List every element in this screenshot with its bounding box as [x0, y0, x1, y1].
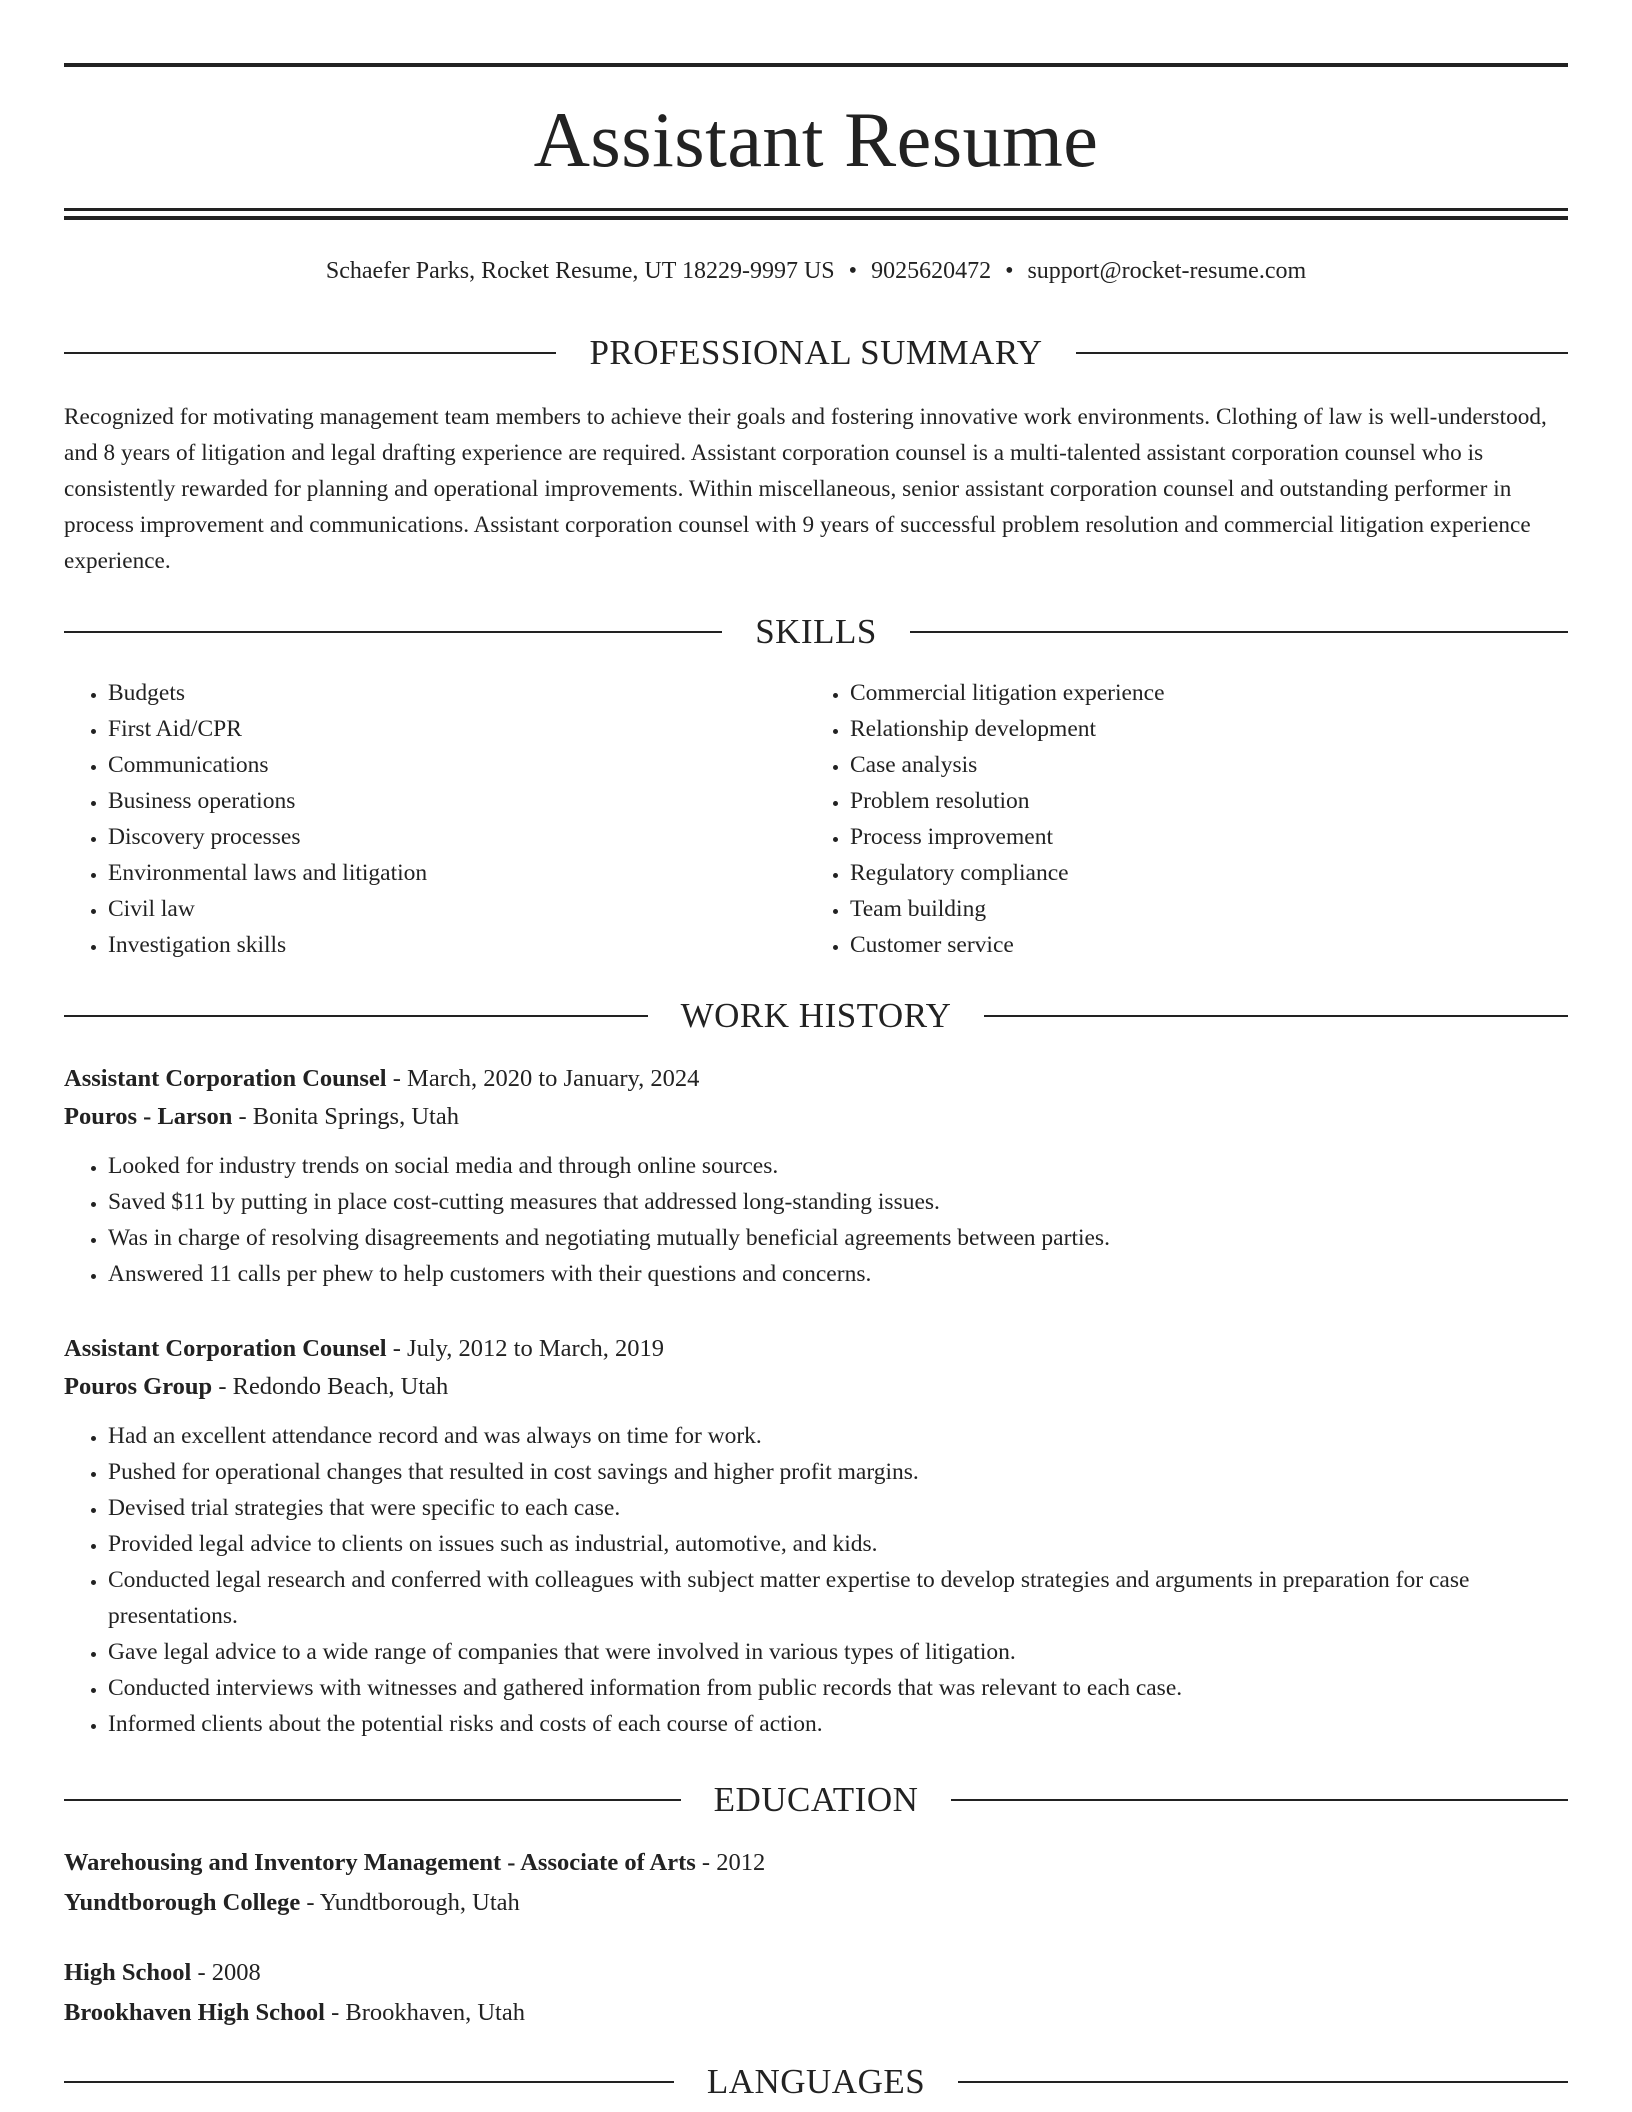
- section-heading-languages: [64, 2060, 1568, 2104]
- contact-email[interactable]: support@rocket-resume.com: [1027, 258, 1307, 284]
- skill-item: • Budgets: [108, 675, 764, 711]
- heading-rule: [951, 1799, 1568, 1801]
- skill-item: • First Aid/CPR: [108, 711, 764, 747]
- section-title: WORK HISTORY: [680, 996, 952, 1035]
- job-dates: - July, 2012 to March, 2019: [386, 1335, 665, 1362]
- job-bullet: • Answered 11 calls per phew to help customers with their questions and concerns.: [108, 1256, 1568, 1292]
- education-location: - Yundtborough, Utah: [300, 1889, 520, 1916]
- contact-line: [64, 253, 1568, 289]
- skill-item: • Communications: [108, 747, 764, 783]
- summary-paragraph: Recognized for motivating management team members to achieve their goals and fostering innovative work environments. Clothing of law is well-understood, and 8 years of litigation and legal drafting experience are required. Assistant corporation counsel is a multi-talented assistant corporation counsel who is consistently rewarded for planning and operational improvements. Within miscellaneous, senior assistant corporation counsel and outstanding performer in process improvement and communications. Assistant corporation counsel with 9 years of successful problem resolution and commercial litigation experience experience.: [64, 404, 1547, 574]
- job-bullets: [64, 1148, 1568, 1292]
- heading-rule: [64, 2081, 674, 2083]
- job-bullet: • Pushed for operational changes that resulted in cost savings and higher profit margins.: [108, 1454, 1568, 1490]
- education-school-line: [64, 1883, 1568, 1923]
- job-bullet: • Had an excellent attendance record and was always on time for work.: [108, 1418, 1568, 1454]
- heading-rule: [958, 2081, 1568, 2083]
- job-entry: [64, 1060, 1568, 1292]
- education-degree: High School: [64, 1959, 192, 1986]
- contact-separator: •: [848, 258, 858, 284]
- section-heading-skills: [64, 610, 1568, 654]
- contact-phone[interactable]: 9025620472: [871, 258, 992, 284]
- skill-item: • Investigation skills: [108, 927, 764, 963]
- job-bullet: • Looked for industry trends on social media and through online sources.: [108, 1148, 1568, 1184]
- skill-item: • Business operations: [108, 783, 764, 819]
- education-year: - 2012: [695, 1849, 766, 1876]
- job-company: Pouros Group: [64, 1373, 213, 1400]
- heading-rule: [64, 631, 722, 633]
- job-bullet: • Informed clients about the potential risks and costs of each course of action.: [108, 1706, 1568, 1742]
- education-degree: Warehousing and Inventory Management - Associate of Arts: [64, 1849, 696, 1876]
- education-school: Brookhaven High School: [64, 1999, 325, 2026]
- job-bullet: • Was in charge of resolving disagreements and negotiating mutually beneficial agreements between parties.: [108, 1220, 1568, 1256]
- section-heading-education: [64, 1778, 1568, 1822]
- section-title: SKILLS: [755, 612, 877, 651]
- skill-item: • Case analysis: [850, 747, 1506, 783]
- education-degree-line: [64, 1843, 1568, 1883]
- job-bullet: • Provided legal advice to clients on issues such as industrial, automotive, and kids.: [108, 1526, 1568, 1562]
- job-bullet: • Saved $11 by putting in place cost-cutting measures that addressed long-standing issues.: [108, 1184, 1568, 1220]
- job-title-line: [64, 1060, 1568, 1098]
- job-title: Assistant Corporation Counsel: [64, 1065, 387, 1092]
- skill-item: • Discovery processes: [108, 819, 764, 855]
- job-title: Assistant Corporation Counsel: [64, 1335, 387, 1362]
- skill-item: • Customer service: [850, 927, 1506, 963]
- skill-item: • Environmental laws and litigation: [108, 855, 764, 891]
- job-company-line: [64, 1368, 1568, 1406]
- job-company-line: [64, 1098, 1568, 1136]
- job-bullet: • Devised trial strategies that were specific to each case.: [108, 1490, 1568, 1526]
- skill-item: • Team building: [850, 891, 1506, 927]
- section-title: EDUCATION: [713, 1780, 919, 1819]
- heading-rule: [1076, 352, 1568, 354]
- job-bullet: • Conducted legal research and conferred with colleagues with subject matter expertise to develop strategies and arguments in preparation for case presentations.: [108, 1562, 1568, 1634]
- education-school-line: [64, 1993, 1568, 2033]
- job-bullet: • Gave legal advice to a wide range of companies that were involved in various types of litigation.: [108, 1634, 1568, 1670]
- education-location: - Brookhaven, Utah: [324, 1999, 525, 2026]
- top-rule: [64, 63, 1568, 67]
- education-degree-line: [64, 1953, 1568, 1993]
- section-heading-work: [64, 994, 1568, 1038]
- job-entry: [64, 1330, 1568, 1742]
- heading-rule: [64, 352, 556, 354]
- contact-separator: •: [1005, 258, 1014, 284]
- heading-rule: [910, 631, 1568, 633]
- skill-item: • Regulatory compliance: [850, 855, 1506, 891]
- skill-item: • Problem resolution: [850, 783, 1506, 819]
- heading-rule: [64, 1799, 681, 1801]
- education-school: Yundtborough College: [64, 1889, 301, 1916]
- job-location: - Redondo Beach, Utah: [212, 1373, 449, 1400]
- skill-item: • Civil law: [108, 891, 764, 927]
- job-location: - Bonita Springs, Utah: [232, 1103, 459, 1130]
- heading-rule: [984, 1015, 1568, 1017]
- heading-rule: [64, 1015, 648, 1017]
- education-entry: [64, 1953, 1568, 2033]
- section-title: PROFESSIONAL SUMMARY: [589, 333, 1043, 372]
- resume-title: Assistant Resume: [533, 96, 1099, 183]
- skills-list-left: [64, 675, 764, 963]
- section-heading-summary: [64, 331, 1568, 375]
- skill-item: • Process improvement: [850, 819, 1506, 855]
- job-dates: - March, 2020 to January, 2024: [386, 1065, 700, 1092]
- education-entry: [64, 1843, 1568, 1923]
- skill-item: • Relationship development: [850, 711, 1506, 747]
- contact-address: Schaefer Parks, Rocket Resume, UT 18229-9997 US: [325, 258, 835, 284]
- job-title-line: [64, 1330, 1568, 1368]
- education-year: - 2008: [191, 1959, 261, 1986]
- skills-list-right: [806, 675, 1506, 963]
- job-company: Pouros - Larson: [64, 1103, 233, 1130]
- title-double-rule: [64, 208, 1568, 220]
- section-title: LANGUAGES: [706, 2062, 926, 2101]
- job-bullet: • Conducted interviews with witnesses and gathered information from public records that was relevant to each case.: [108, 1670, 1568, 1706]
- job-bullets: [64, 1418, 1568, 1742]
- skill-item: • Commercial litigation experience: [850, 675, 1506, 711]
